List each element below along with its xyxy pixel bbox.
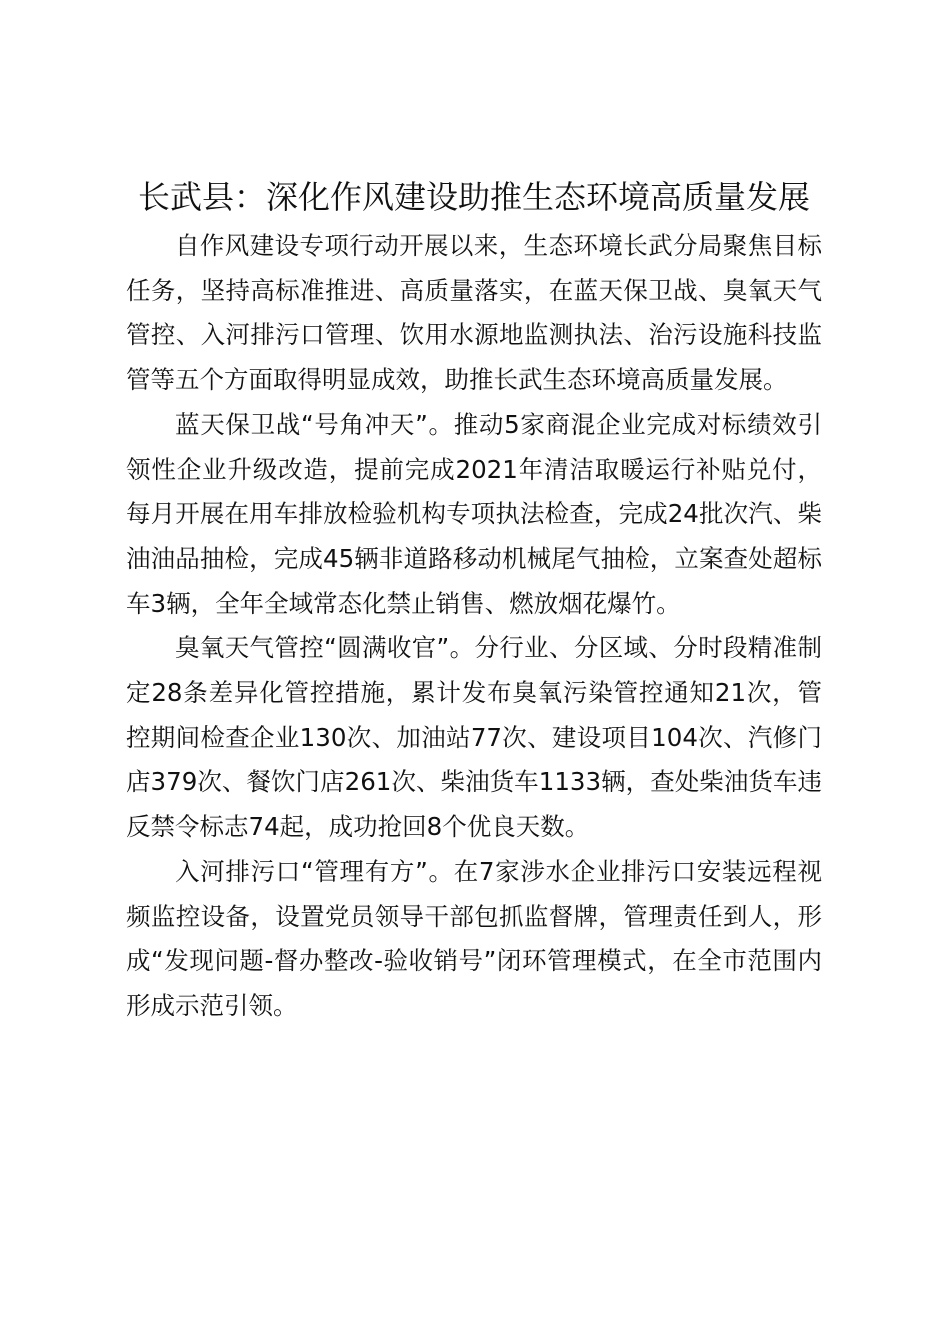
document-page bbox=[126, 170, 822, 1029]
document-title: 长武县：深化作风建设助推生态环境高质量发展 bbox=[137, 178, 810, 216]
paragraph-intro: 自作风建设专项行动开展以来，生态环境长武分局聚焦目标任务，坚持高标准推进、高质量落实，在蓝天保卫战、臭氧天气管控、入河排污口管理、饮用水源地监测执法、治污设施科技监管等五个方面取得明显成效，助推长武生态环境高质量发展。 bbox=[126, 231, 822, 395]
paragraph-ozone: 臭氧天气管控“圆满收官”。分行业、分区域、分时段精准制定28条差异化管控措施，累计发布臭氧污染管控通知21次，管控期间检查企业130次、加油站77次、建设项目104次、汽修门店379次、餐饮门店261次、柴油货车1133辆，查处柴油货车违反禁令标志74起，成功抢回8个优良天数。 bbox=[126, 633, 822, 842]
paragraph-sewage-outlet: 入河排污口“管理有方”。在7家涉水企业排污口安装远程视频监控设备，设置党员领导干部包抓监督牌，管理责任到人，形成“发现问题-督办整改-验收销号”闭环管理模式，在全市范围内形成示范引领。 bbox=[126, 856, 822, 1020]
paragraph-blue-sky: 蓝天保卫战“号角冲天”。推动5家商混企业完成对标绩效引领性企业升级改造，提前完成2021年清洁取暖运行补贴兑付，每月开展在用车排放检验机构专项执法检查，完成24批次汽、柴油油品抽检，完成45辆非道路移动机械尾气抽检，立案查处超标车3辆，全年全域常态化禁止销售、燃放烟花爆竹。 bbox=[126, 409, 822, 618]
